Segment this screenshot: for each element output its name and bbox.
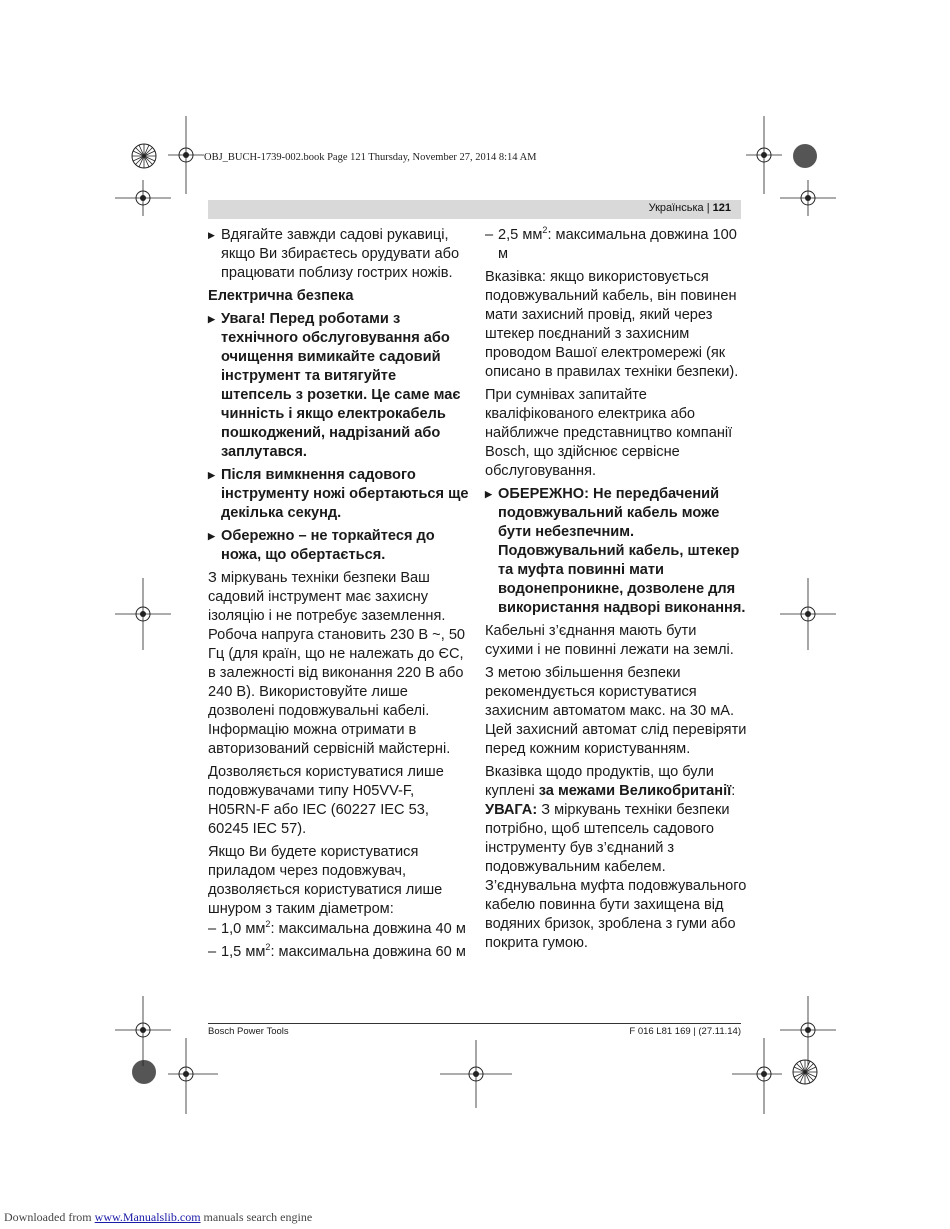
left-column (208, 226, 470, 966)
superscript: 2 (265, 942, 271, 952)
warning-label: УВАГА: (485, 802, 538, 818)
footer-doc-number: F 016 L81 169 | (27.11.14) (629, 1026, 741, 1037)
language-label: Українська (648, 202, 704, 214)
band-separator: | (706, 202, 710, 214)
crosshair-mark-icon (115, 996, 171, 1066)
download-suffix: manuals search engine (200, 1210, 313, 1224)
bullet-caution: ▶ ОБЕРЕЖНО: Не передбачений подовжувальний кабель може бути небезпечним. Подовжувальний кабель, штекер та муфта повинні мати водонепроникне, дозволене для використання надворі виконання. (485, 485, 747, 618)
note-uk-bold: за межами Великобританії (538, 783, 732, 799)
crosshair-mark-icon (780, 578, 836, 650)
dash-item (208, 920, 470, 939)
superscript: 2 (542, 225, 548, 235)
warning-uk (485, 801, 747, 953)
page-band-text (649, 202, 731, 214)
bullet-warning-maintenance: ▶ Увага! Перед роботами з технічного обслуговування або очищення вимикайте садовий інструмент та витягуйте штепсель з розетки. Це саме має чинність і якщо електрокабель пошкоджений, надрізаний або заплутався. (208, 310, 470, 462)
note-uk-prefix: Вказівка щодо продуктів, що були куплені (485, 764, 714, 799)
download-prefix: Downloaded from (4, 1210, 95, 1224)
crosshair-mark-icon (168, 116, 204, 194)
crosshair-mark-icon (732, 1038, 782, 1114)
note-uk (485, 763, 747, 801)
cable-length: : максимальна довжина 60 м (270, 944, 466, 960)
cable-size: 1,0 мм (221, 921, 266, 937)
footer-divider (208, 1023, 741, 1024)
section-heading-electrical: Електрична безпека (208, 288, 354, 304)
cable-length: : максимальна довжина 40 м (270, 921, 466, 937)
paragraph-insulation: З міркувань техніки безпеки Ваш садовий інструмент має захисну ізоляцію і не потребує заземлення. Робоча напруга становить 230 В ~, 50 Гц (для країн, що не належать до ЄС, в залежності від виконання 220 В або 240 В). Використовуйте лише дозволені подовжувальні кабелі. Інформацію можна отримати в авторизований сервісній майстерні. (208, 570, 466, 757)
cable-length: : максимальна довжина 100 м (498, 227, 737, 262)
paragraph-rcd: З метою збільшення безпеки рекомендується користуватися захисним автоматом макс. на 30 мА. Цей захисний автомат слід перевіряти перед кожним користуванням. (485, 665, 747, 757)
crosshair-mark-icon (780, 996, 836, 1066)
bullet-careful: ▶ Обережно – не торкайтеся до ножа, що обертається. (208, 527, 470, 565)
crosshair-mark-icon (168, 1038, 218, 1114)
paragraph-note-cable: Вказівка: якщо використовується подовжувальний кабель, він повинен мати захисний провід, який через штекер поєднаний з захисним проводом Вашої електромережі (як описано в правилах техніки безпеки). (485, 269, 739, 380)
paragraph-doubt: При сумнівах запитайте кваліфікованого електрика або найближче представництво компанії Bosch, що здійснює сервісне обслуговування. (485, 387, 733, 479)
right-column (485, 226, 747, 957)
manualslib-link[interactable]: www.Manualslib.com (94, 1210, 201, 1224)
crosshair-mark-icon (780, 180, 836, 216)
dash-mark: – (208, 944, 217, 960)
page-band (208, 200, 741, 219)
book-header: OBJ_BUCH-1739-002.book Page 121 Thursday, November 27, 2014 8:14 AM (204, 152, 537, 163)
registration-mark-icon (131, 143, 157, 169)
dash-item (208, 943, 470, 962)
crosshair-mark-icon (115, 578, 171, 650)
warning-text: З міркувань техніки безпеки потрібно, щоб штепсель садового інструменту був з’єднаний з подовжувальним кабелем. З’єднувальна муфта подовжувального кабелю повинна бути захищена від водяних бризок, зроблена з гуми або покрита гумою. (485, 802, 747, 951)
paragraph-extension-types: Дозволяється користуватися лише подовжувачами типу H05VV-F, H05RN-F або IEC (60227 IEC 53, 60245 IEC 57). (208, 764, 444, 837)
registration-mark-icon (792, 143, 818, 169)
crosshair-mark-icon (440, 1040, 512, 1108)
download-note (4, 1210, 312, 1225)
dash-mark: – (208, 921, 217, 937)
paragraph-diameter-intro: Якщо Ви будете користуватися приладом через подовжувач, дозволяється користуватися лише шнуром з таким діаметром: (208, 844, 443, 917)
dash-item (485, 226, 747, 264)
superscript: 2 (265, 919, 271, 929)
paragraph-connections: Кабельні з’єднання мають бути сухими і не повинні лежати на землі. (485, 623, 734, 658)
crosshair-mark-icon (746, 116, 782, 194)
dash-mark: – (485, 227, 494, 243)
note-uk-colon: : (731, 783, 736, 799)
bullet-gloves: ▶ Вдягайте завжди садові рукавиці, якщо Ви збираєтесь орудувати або працювати поблизу гострих ножів. (208, 226, 470, 283)
cable-size: 2,5 мм (498, 227, 543, 243)
page-number: 121 (712, 202, 731, 214)
crosshair-mark-icon (115, 180, 171, 216)
footer-brand: Bosch Power Tools (208, 1026, 289, 1037)
bullet-blades-rotate: ▶ Після вимкнення садового інструменту ножі обертаються ще декілька секунд. (208, 466, 470, 523)
cable-size: 1,5 мм (221, 944, 266, 960)
